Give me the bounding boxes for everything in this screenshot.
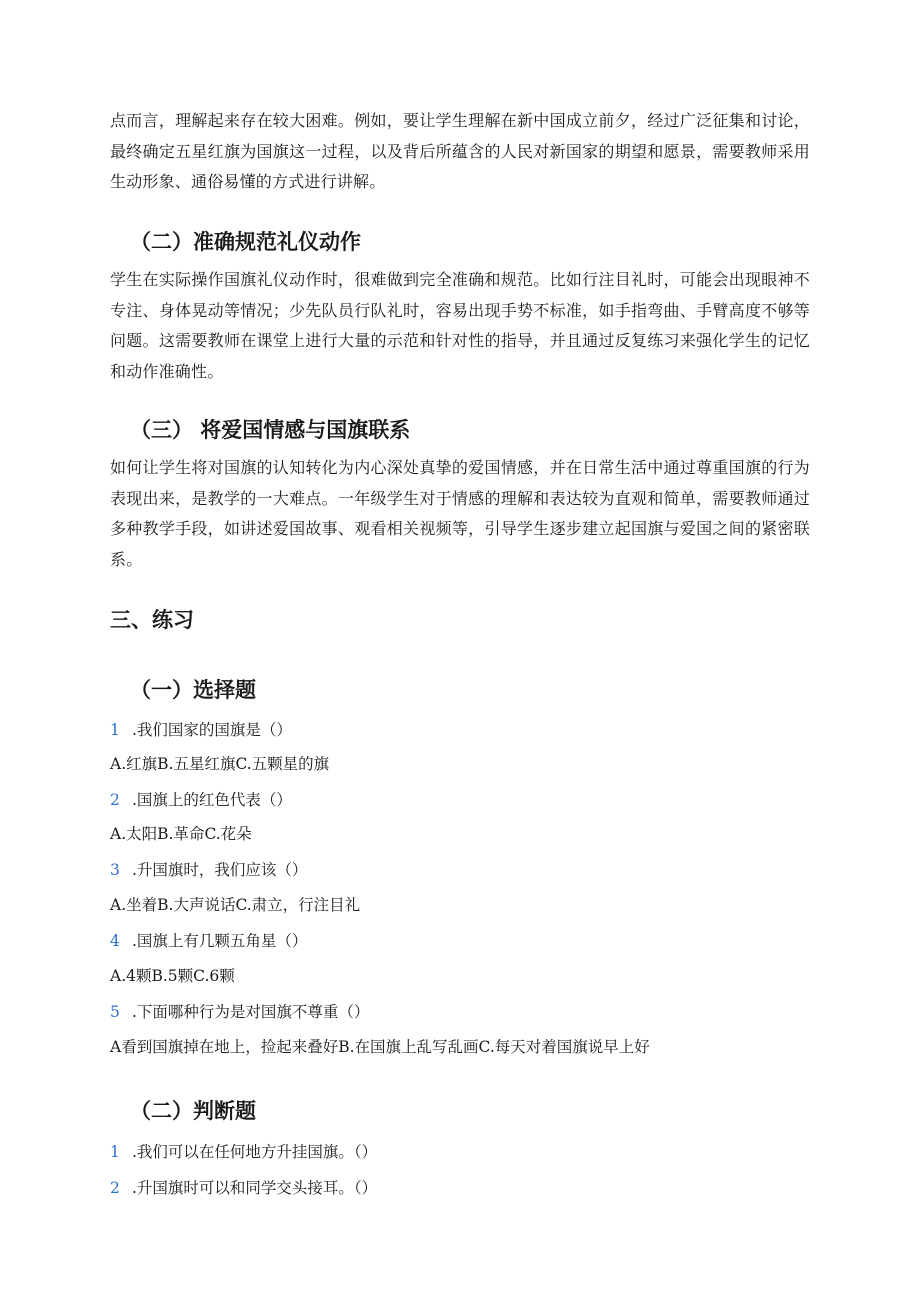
question-text: .我们国家的国旗是（） — [132, 721, 292, 739]
question-item — [110, 1000, 369, 1022]
practice-heading: 三、练习 — [110, 608, 194, 632]
section-3-block — [110, 453, 810, 575]
question-number: 1 — [110, 1143, 120, 1161]
section-2-paragraph: 学生在实际操作国旗礼仪动作时，很难做到完全准确和规范。比如行注目礼时，可能会出现眼神不专注、身体晃动等情况；少先队员行队礼时，容易出现手势不标准，如手指弯曲、手臂高度不够等问题。这需要教师在课堂上进行大量的示范和针对性的指导，并且通过反复练习来强化学生的记忆和动作准确性。 — [110, 270, 810, 381]
question-text: .升国旗时可以和同学交头接耳。（） — [132, 1179, 378, 1197]
section-3-heading: （三） 将爱国情感与国旗联系 — [130, 418, 411, 442]
question-number: 2 — [110, 1179, 120, 1197]
question-text: .我们可以在任何地方升挂国旗。（） — [132, 1143, 378, 1161]
section-2-block — [110, 265, 810, 387]
question-item — [110, 788, 292, 810]
judge-heading: （二）判断题 — [130, 1099, 256, 1123]
question-item — [110, 718, 292, 740]
question-options: A看到国旗掉在地上，捡起来叠好B.在国旗上乱写乱画C.每天对着国旗说早上好 — [110, 1038, 650, 1056]
question-options: A.4颗B.5颗C.6颗 — [110, 967, 235, 985]
question-item — [110, 1176, 377, 1198]
question-number: 3 — [110, 861, 120, 879]
question-item — [110, 1140, 377, 1162]
question-text: .升国旗时，我们应该（） — [132, 861, 308, 879]
question-text: .国旗上的红色代表（） — [132, 791, 292, 809]
section-3-paragraph: 如何让学生将对国旗的认知转化为内心深处真挚的爱国情感，并在日常生活中通过尊重国旗的行为表现出来，是教学的一大难点。一年级学生对于情感的理解和表达较为直观和简单，需要教师通过多种教学手段，如讲述爱国故事、观看相关视频等，引导学生逐步建立起国旗与爱国之间的紧密联系。 — [110, 458, 810, 569]
question-text: .下面哪种行为是对国旗不尊重（） — [132, 1003, 370, 1021]
question-options: A.红旗B.五星红旗C.五颗星的旗 — [110, 755, 330, 773]
question-item — [110, 858, 307, 880]
question-number: 5 — [110, 1003, 120, 1021]
choice-heading: （一）选择题 — [130, 678, 256, 702]
question-options: A.太阳B.革命C.花朵 — [110, 825, 252, 843]
question-text: .国旗上有几颗五角星（） — [132, 932, 308, 950]
question-item — [110, 929, 307, 951]
question-options: A.坐着B.大声说话C.肃立，行注目礼 — [110, 896, 361, 914]
section-2-heading: （二）准确规范礼仪动作 — [130, 230, 361, 254]
intro-paragraph: 点而言，理解起来存在较大困难。例如，要让学生理解在新中国成立前夕，经过广泛征集和讨论，最终确定五星红旗为国旗这一过程，以及背后所蕴含的人民对新国家的期望和愿景，需要教师采用生动形象、通俗易懂的方式进行讲解。 — [110, 111, 810, 191]
question-number: 2 — [110, 791, 120, 809]
question-number: 1 — [110, 721, 120, 739]
question-number: 4 — [110, 932, 120, 950]
intro-block — [110, 106, 810, 198]
